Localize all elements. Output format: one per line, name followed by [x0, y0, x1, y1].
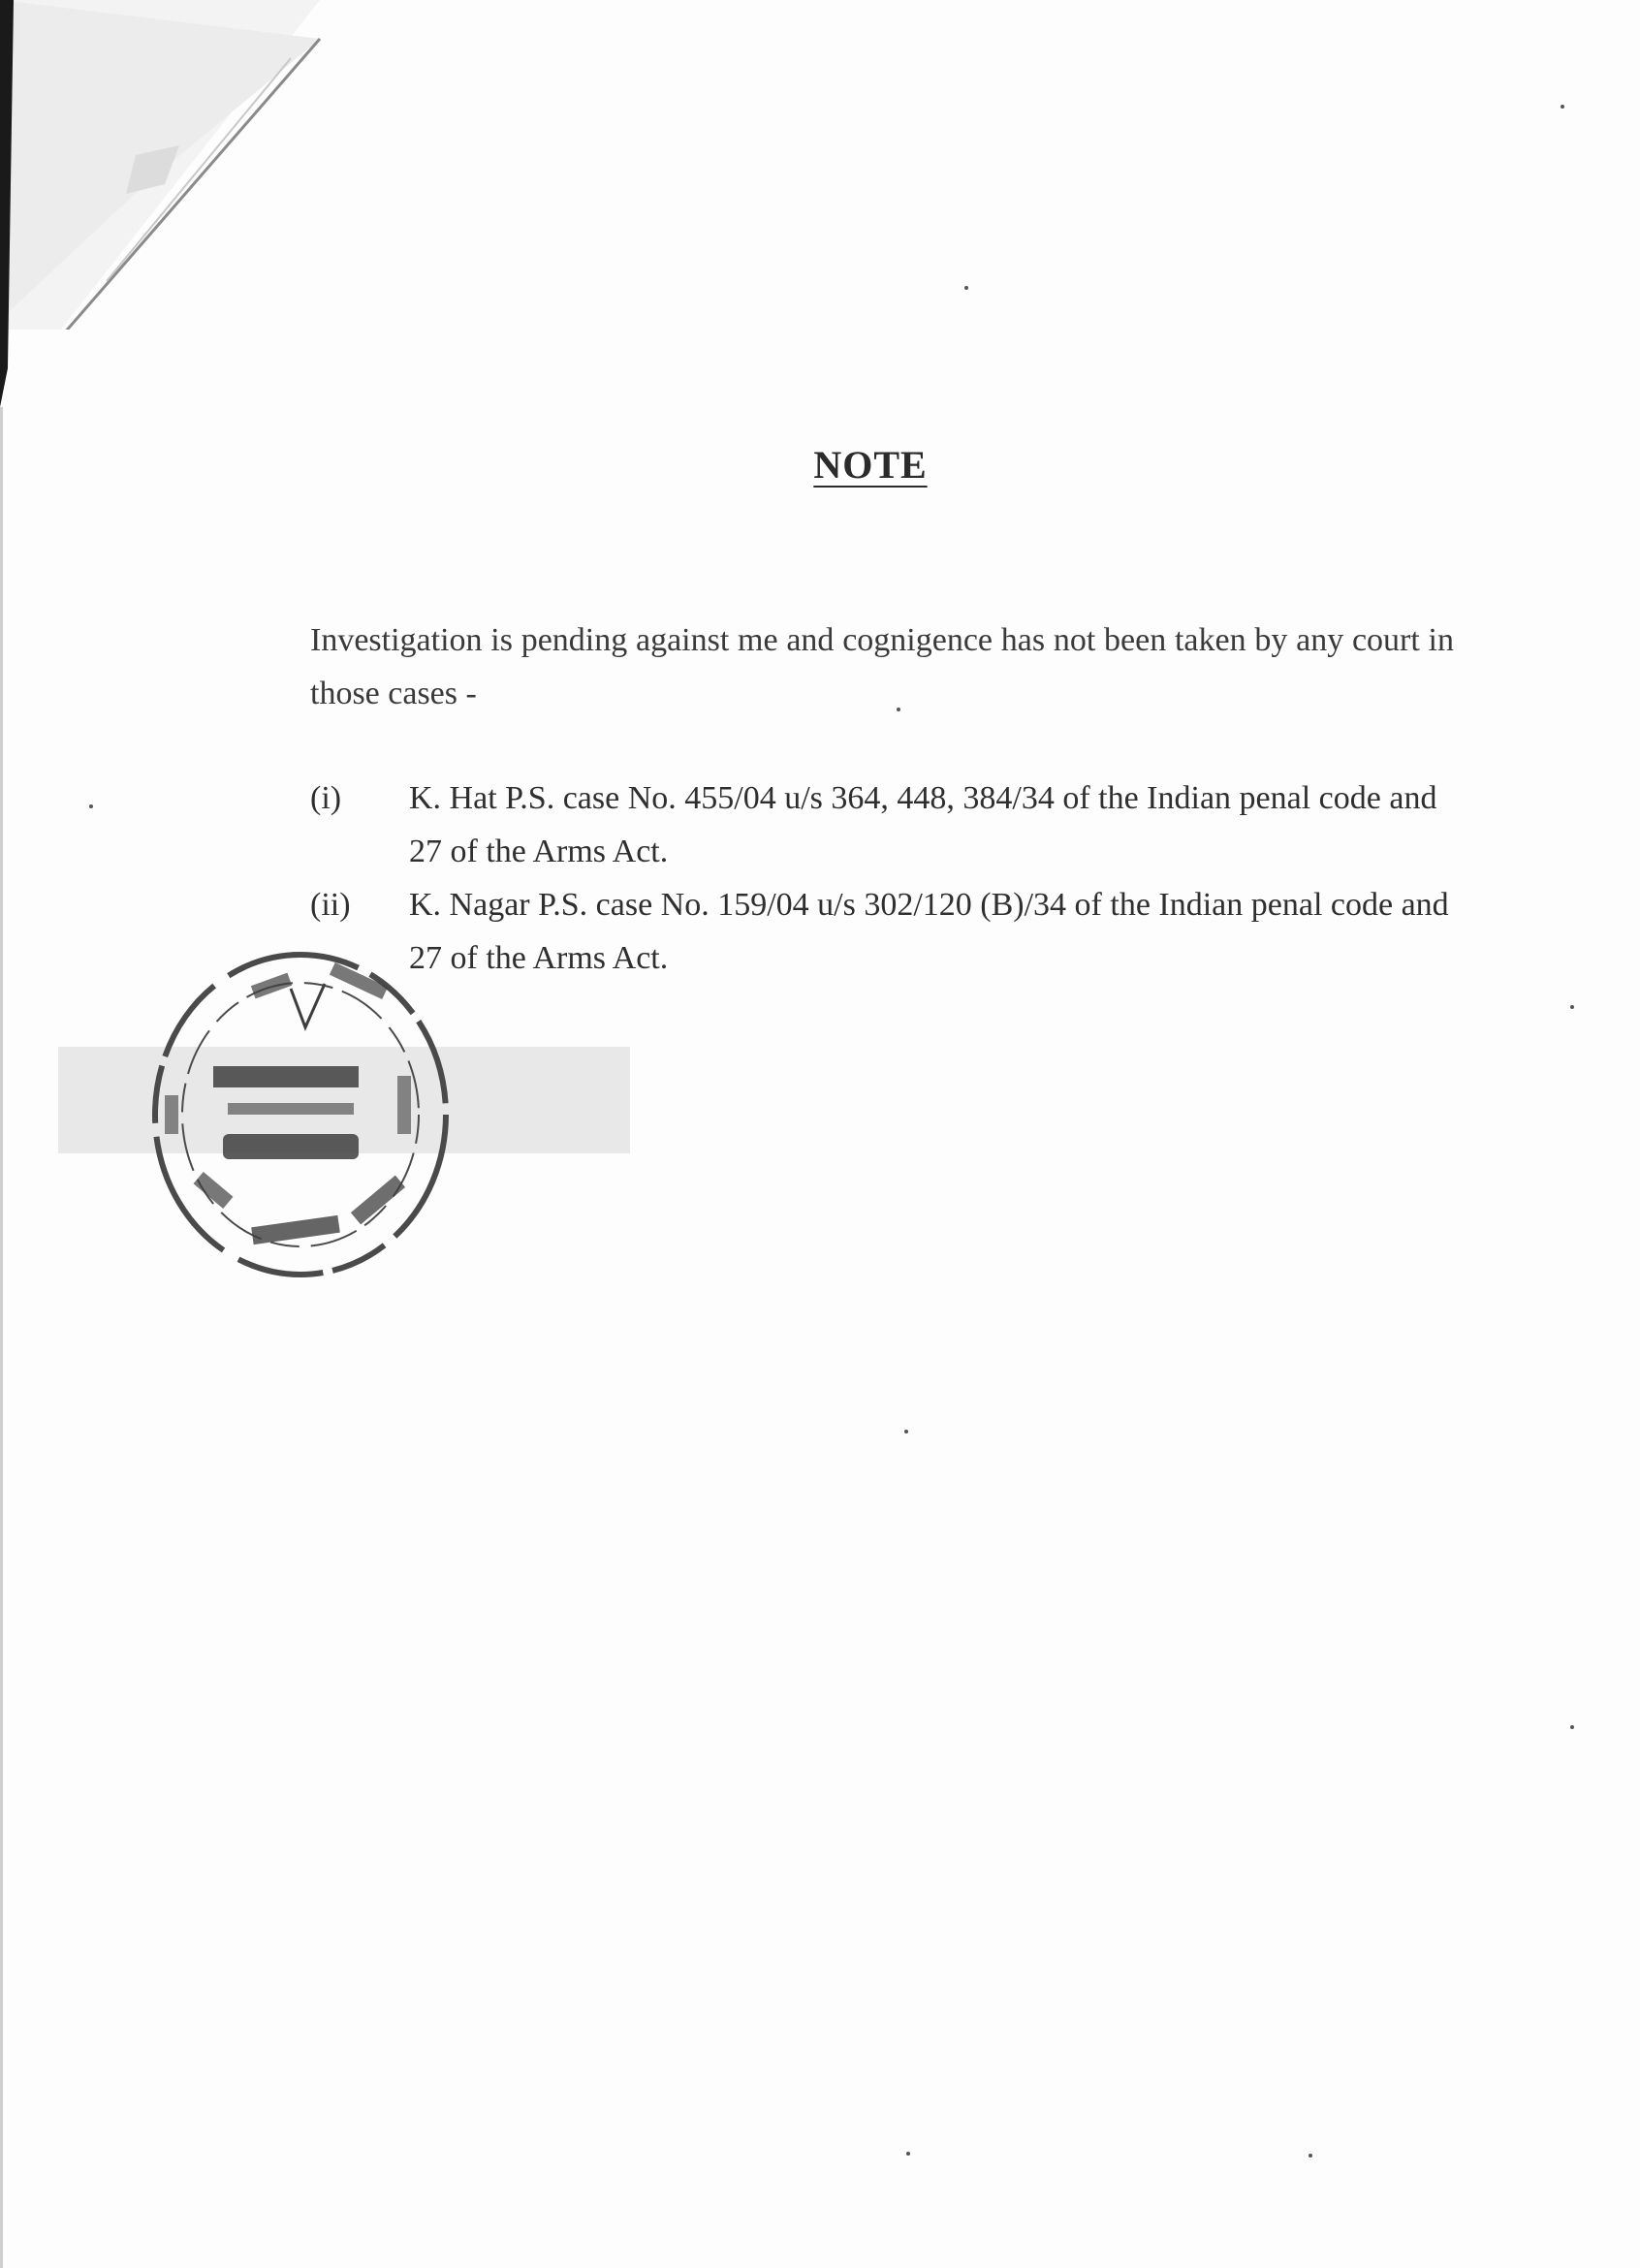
- list-item-text: K. Hat P.S. case No. 455/04 u/s 364, 448, 384/34 of the Indian penal code and 27 of the Arms Act.: [409, 780, 1437, 869]
- scan-edge: [0, 0, 14, 2268]
- scan-speck: [904, 1430, 908, 1433]
- scan-speck: [89, 804, 93, 808]
- scan-speck: [1561, 105, 1564, 109]
- list-item-number: (i): [310, 780, 342, 816]
- title-text: NOTE: [813, 443, 928, 487]
- intro-paragraph: Investigation is pending against me and cognigence has not been taken by any court in those cases -: [310, 622, 1454, 711]
- folded-corner: [0, 0, 330, 330]
- scan-speck: [1570, 1725, 1574, 1729]
- list-item-number: (ii): [310, 887, 351, 923]
- page-title: [0, 442, 1640, 488]
- list-item-text: K. Nagar P.S. case No. 159/04 u/s 302/120 (B)/34 of the Indian penal code and 27 of the Arms Act.: [409, 887, 1449, 976]
- scan-speck: [1570, 1005, 1574, 1009]
- scan-speck: [964, 286, 968, 290]
- official-seal: [136, 930, 465, 1299]
- scan-speck: [906, 2152, 910, 2156]
- scan-speck: [1309, 2154, 1312, 2158]
- scan-speck: [897, 708, 900, 711]
